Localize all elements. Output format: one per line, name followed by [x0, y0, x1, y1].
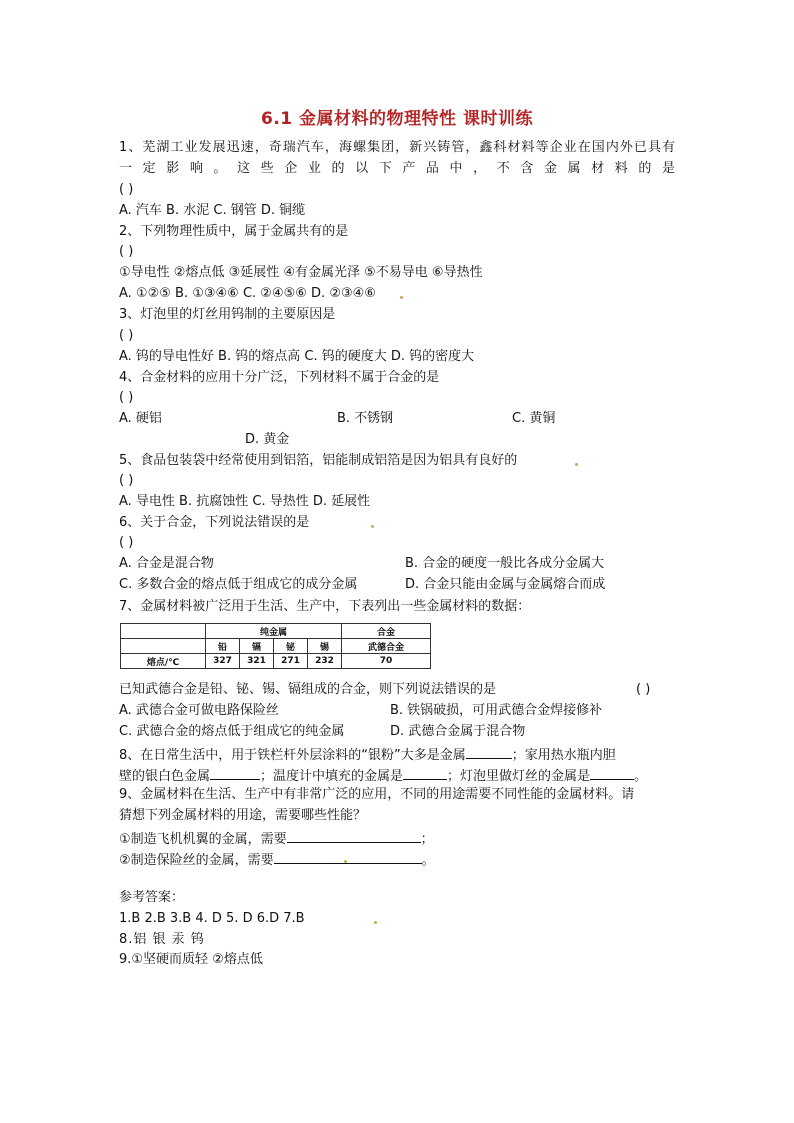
q8-text: ；温度计中填充的金属是 — [260, 769, 404, 784]
q5-stem: 5、食品包装袋中经常使用到铝箔，铝能制成铝箔是因为铝具有良好的 — [119, 453, 518, 468]
stray-dot — [400, 296, 403, 299]
q8-text: 壁的银白色金属 — [119, 769, 211, 784]
q4-option-d: D. 黄金 — [245, 432, 290, 447]
q7-answer-paren: ( ) — [636, 682, 651, 697]
q2-items: ①导电性 ②熔点低 ③延展性 ④有金属光泽 ⑤不易导电 ⑥导热性 — [119, 265, 483, 280]
q6-option-c: C. 多数合金的熔点低于组成它的成分金属 — [119, 577, 358, 592]
q2-answer-paren: ( ) — [119, 244, 134, 259]
table-group-alloy: 合金 — [342, 624, 431, 639]
answers-heading: 参考答案： — [119, 890, 185, 905]
q8-line1 — [119, 745, 616, 764]
q6-option-a: A. 合金是混合物 — [119, 556, 214, 571]
q8-blank-1[interactable] — [466, 745, 512, 759]
table-cell-value: 271 — [274, 654, 308, 669]
table-cell-value: 321 — [240, 654, 274, 669]
table-cell-value: 327 — [206, 654, 240, 669]
q7-stem: 7、金属材料被广泛用于生活、生产中，下表列出一些金属材料的数据： — [119, 599, 531, 614]
table-header-metal: 铋 — [274, 639, 308, 654]
q1-stem-line2: 一 定 影 响 。 这 些 企 业 的 以 下 产 品 中 ， 不 含 金 属 材 料 的 是 — [119, 161, 675, 176]
q9-blank-2[interactable] — [274, 850, 422, 864]
page-title: 6.1 金属材料的物理特性 课时训练 — [261, 109, 533, 129]
q8-blank-4[interactable] — [590, 766, 634, 780]
q1-options: A. 汽车 B. 水泥 C. 钢管 D. 铜缆 — [119, 203, 306, 218]
q6-option-b: B. 合金的硬度一般比各成分金属大 — [405, 556, 605, 571]
q9-sub1-text: ①制造飞机机翼的金属，需要 — [119, 832, 287, 847]
q4-option-b: B. 不锈钢 — [337, 411, 394, 426]
q8-text: 8、在日常生活中，用于铁栏杆外层涂料的“银粉”大多是金属 — [119, 748, 466, 763]
q7-option-d: D. 武德合金属于混合物 — [390, 724, 526, 739]
q9-sub2 — [119, 850, 435, 869]
stray-dot — [374, 921, 377, 924]
q8-blank-2[interactable] — [210, 766, 260, 780]
q9-stem-line2: 猜想下列金属材料的用途，需要哪些性能？ — [119, 808, 367, 823]
q2-options: A. ①②⑤ B. ①③④⑥ C. ②④⑤⑥ D. ②③④⑥ — [119, 286, 376, 301]
q8-text: 。 — [634, 769, 648, 784]
q4-answer-paren: ( ) — [119, 390, 134, 405]
q3-stem: 3、灯泡里的灯丝用钨制的主要原因是 — [119, 307, 336, 322]
table-empty-cell — [121, 639, 206, 654]
q7-option-a: A. 武德合金可做电路保险丝 — [119, 703, 279, 718]
q7-option-c: C. 武德合金的熔点低于组成它的纯金属 — [119, 724, 345, 739]
q9-sub1 — [119, 829, 434, 848]
q3-options: A. 钨的导电性好 B. 钨的熔点高 C. 钨的硬度大 D. 钨的密度大 — [119, 349, 475, 364]
q5-options: A. 导电性 B. 抗腐蚀性 C. 导热性 D. 延展性 — [119, 494, 371, 509]
answers-line2: 8.铝 银 汞 钨 — [119, 932, 205, 947]
table-header-metal: 镉 — [240, 639, 274, 654]
q8-blank-3[interactable] — [403, 766, 447, 780]
q2-stem: 2、下列物理性质中，属于金属共有的是 — [119, 224, 349, 239]
stray-dot — [344, 860, 347, 863]
q9-blank-1[interactable] — [287, 829, 421, 843]
q8-text: ；家用热水瓶内胆 — [511, 748, 616, 763]
q7-option-b: B. 铁锅破损，可用武德合金焊接修补 — [390, 703, 603, 718]
table-header-metal: 锡 — [308, 639, 342, 654]
q9-sub1-end: ； — [420, 832, 434, 847]
q4-stem: 4、合金材料的应用十分广泛，下列材料不属于合金的是 — [119, 370, 440, 385]
table-header-alloy-name: 武德合金 — [342, 639, 431, 654]
q9-stem-line1: 9、金属材料在生活、生产中有非常广泛的应用，不同的用途需要不同性能的金属材料。请 — [119, 787, 635, 802]
stray-dot — [371, 525, 374, 528]
table-cell-value: 232 — [308, 654, 342, 669]
answers-line3: 9.①坚硬而质轻 ②熔点低 — [119, 952, 263, 967]
table-cell-alloy-value: 70 — [342, 654, 431, 669]
melting-point-table — [120, 623, 431, 669]
q6-option-d: D. 合金只能由金属与金属熔合而成 — [405, 577, 606, 592]
answers-line1: 1.B 2.B 3.B 4. D 5. D 6.D 7.B — [119, 911, 305, 926]
q1-stem-line1: 1、芜湖工业发展迅速，奇瑞汽车，海螺集团，新兴铸管，鑫科材料等企业在国内外已具有 — [119, 140, 675, 155]
q9-sub2-text: ②制造保险丝的金属，需要 — [119, 853, 274, 868]
q3-answer-paren: ( ) — [119, 328, 134, 343]
q8-line2 — [119, 766, 647, 785]
table-header-metal: 铅 — [206, 639, 240, 654]
q9-sub2-end: 。 — [421, 853, 435, 868]
table-row-label: 熔点/℃ — [121, 654, 206, 669]
table-corner-cell — [121, 624, 206, 639]
q6-stem: 6、关于合金，下列说法错误的是 — [119, 515, 310, 530]
q1-answer-paren: ( ) — [119, 182, 134, 197]
q5-answer-paren: ( ) — [119, 473, 134, 488]
q6-answer-paren: ( ) — [119, 535, 134, 550]
q4-option-a: A. 硬铝 — [119, 411, 162, 426]
q7-follow-stem: 已知武德合金是铅、铋、锡、镉组成的合金，则下列说法错误的是 — [119, 682, 497, 697]
q8-text: ；灯泡里做灯丝的金属是 — [447, 769, 591, 784]
stray-dot — [575, 463, 578, 466]
table-group-pure-metals: 纯金属 — [206, 624, 342, 639]
q4-option-c: C. 黄铜 — [512, 411, 556, 426]
